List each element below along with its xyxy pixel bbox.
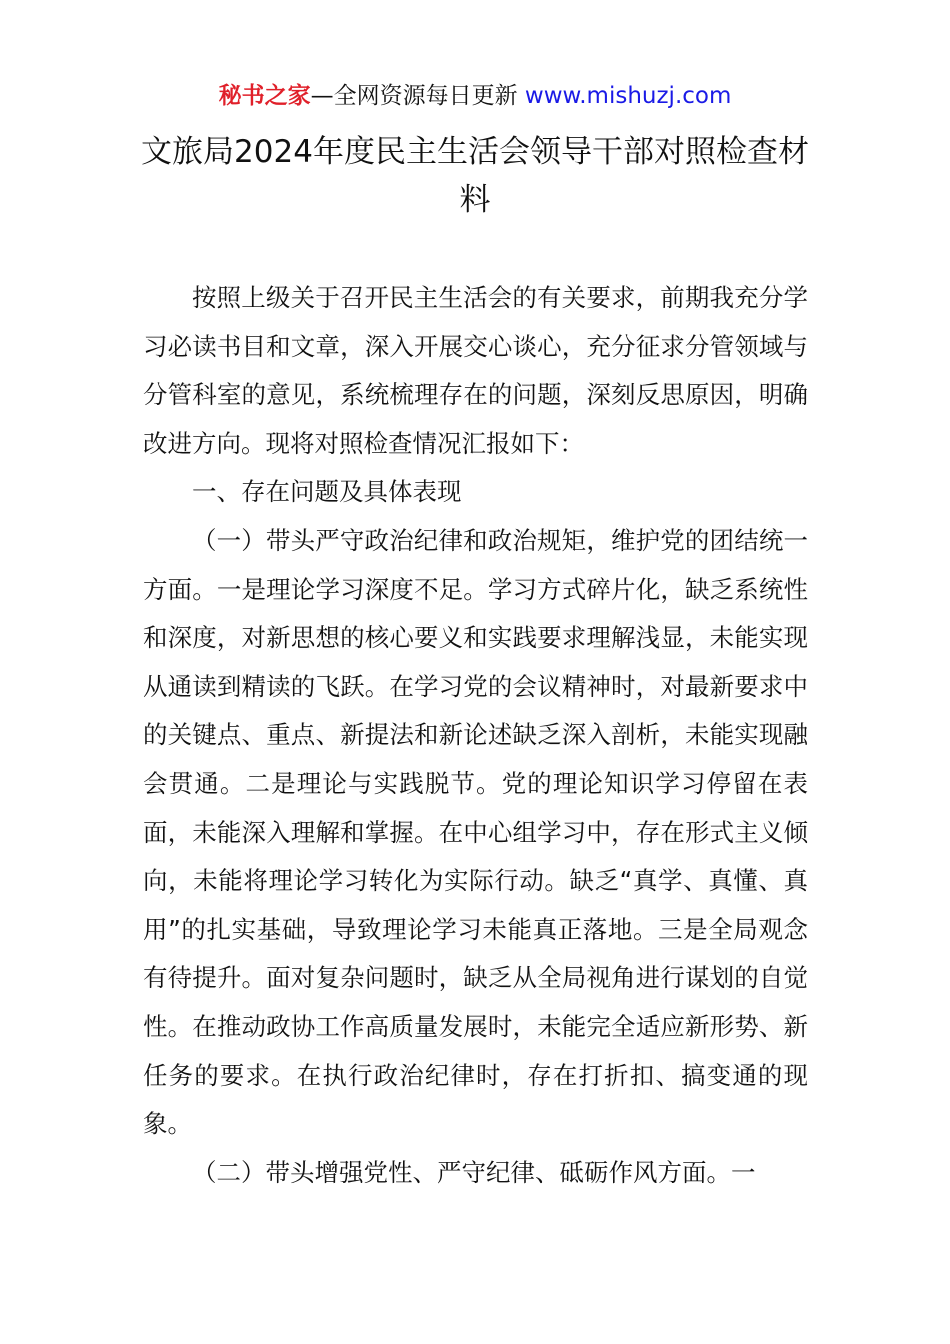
document-body xyxy=(143,274,808,1197)
site-tagline: —全网资源每日更新 xyxy=(310,83,518,109)
paragraph-intro: 按照上级关于召开民主生活会的有关要求，前期我充分学习必读书目和文章，深入开展交心谈心，充分征求分管领域与分管科室的意见，系统梳理存在的问题，深刻反思原因，明确改进方向。现将对照检查情况汇报如下： xyxy=(143,283,808,458)
site-url-link[interactable]: www.mishuzj.com xyxy=(524,83,732,109)
document-title: 文旅局2024年度民主生活会领导干部对照检查材料 xyxy=(141,134,809,218)
site-brand: 秘书之家 xyxy=(218,83,311,109)
paragraph-subsection-2: （二）带头增强党性、严守纪律、砥砺作风方面。一 xyxy=(192,1157,756,1187)
paragraph-subsection-1: （一）带头严守政治纪律和政治规矩，维护党的团结统一方面。一是理论学习深度不足。学习方式碎片化，缺乏系统性和深度，对新思想的核心要义和实践要求理解浅显，未能实现从通读到精读的飞跃。在学习党的会议精神时，对最新要求中的关键点、重点、新提法和新论述缺乏深入剖析，未能实现融会贯通。二是理论与实践脱节。党的理论知识学习停留在表面，未能深入理解和掌握。在中心组学习中，存在形式主义倾向，未能将理论学习转化为实际行动。缺乏“真学、真懂、真用”的扎实基础，导致理论学习未能真正落地。三是全局观念有待提升。面对复杂问题时，缺乏从全局视角进行谋划的自觉性。在推动政协工作高质量发展时，未能完全适应新形势、新任务的要求。在执行政治纪律时，存在打折扣、搞变通的现象。 xyxy=(143,525,808,1139)
site-header xyxy=(0,80,950,112)
section-heading: 一、存在问题及具体表现 xyxy=(192,477,462,507)
